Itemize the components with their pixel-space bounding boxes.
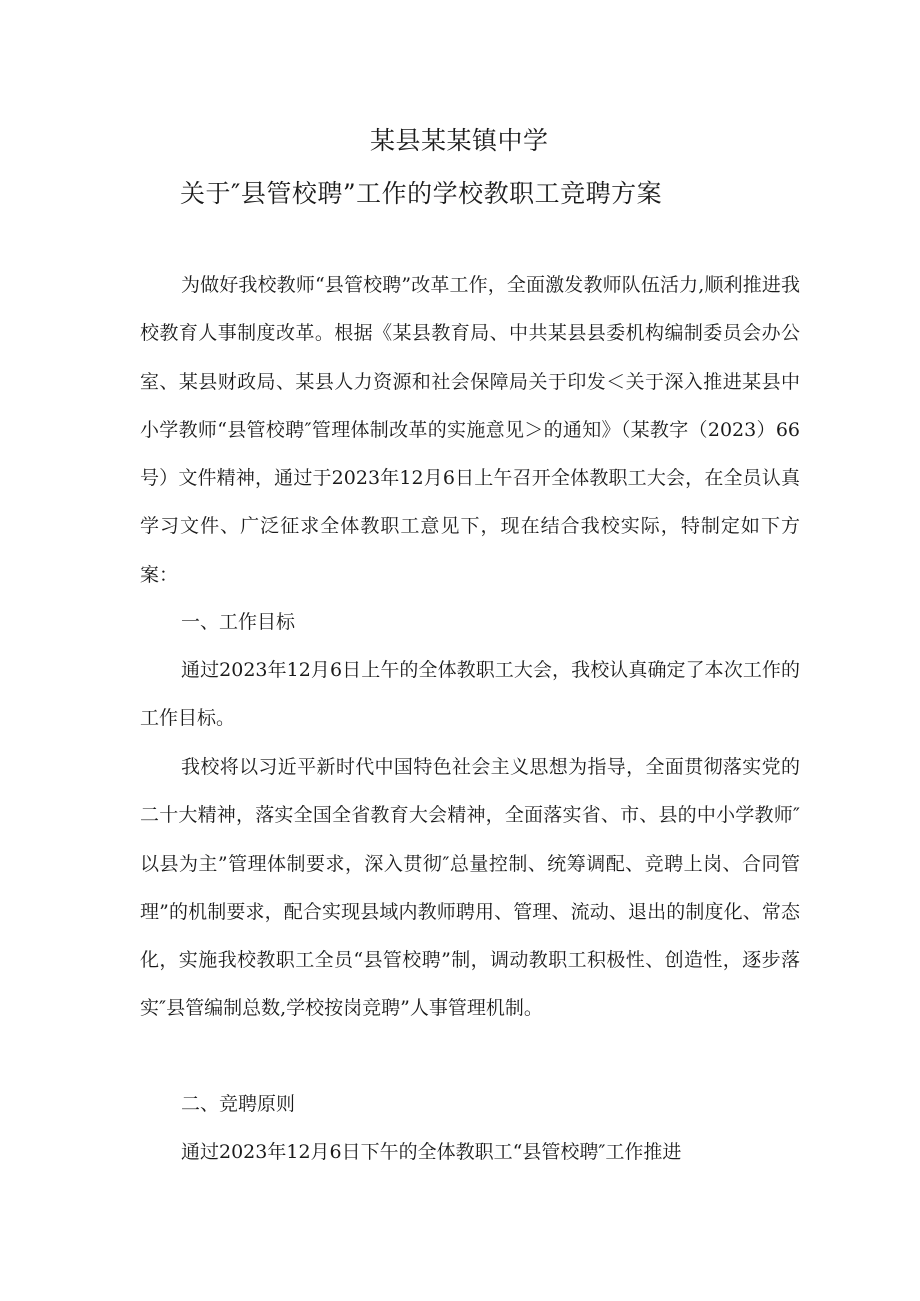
section-heading-work-goals: 一、工作目标	[181, 611, 296, 633]
document-title-line-2: 关于″县管校聘”工作的学校教职工竞聘方案	[180, 179, 663, 208]
section-1-paragraph-2: 我校将以习近平新时代中国特色社会主义思想为指导，全面贯彻落实党的二十大精神，落实全国全省教育大会精神，全面落实省、市、县的中小学教师″以县为主”管理体制要求，深入贯彻″总量控制、统筹调配、竞聘上岗、合同管理”的机制要求，配合实现县域内教师聘用、管理、流动、退出的制度化、常态化，实施我校教职工全员“县管校聘”制，调动教职工积极性、创造性，逐步落实″县管编制总数,学校按岗竞聘”人事管理机制。	[140, 756, 800, 1020]
document-title-line-1: 某县某某镇中学	[370, 126, 549, 155]
section-1-paragraph-1: 通过2023年12月6日上午的全体教职工大会，我校认真确定了本次工作的工作目标。	[140, 659, 800, 730]
intro-paragraph: 为做好我校教师“县管校聘”改革工作，全面激发教师队伍活力,顺利推进我校教育人事制度改革。根据《某县教育局、中共某县县委机构编制委员会办公室、某县财政局、某县人力资源和社会保障局关于印发＜关于深入推进某县中小学教师“县管校聘″管理体制改革的实施意见＞的通知》（某教字（2023）66号）文件精神，通过于2023年12月6日上午召开全体教职工大会，在全员认真学习文件、广泛征求全体教职工意见下，现在结合我校实际，特制定如下方案：	[140, 274, 800, 586]
section-2-paragraph-1: 通过2023年12月6日下午的全体教职工“县管校聘″工作推进	[181, 1141, 682, 1163]
section-heading-competition-principles: 二、竞聘原则	[181, 1093, 296, 1115]
